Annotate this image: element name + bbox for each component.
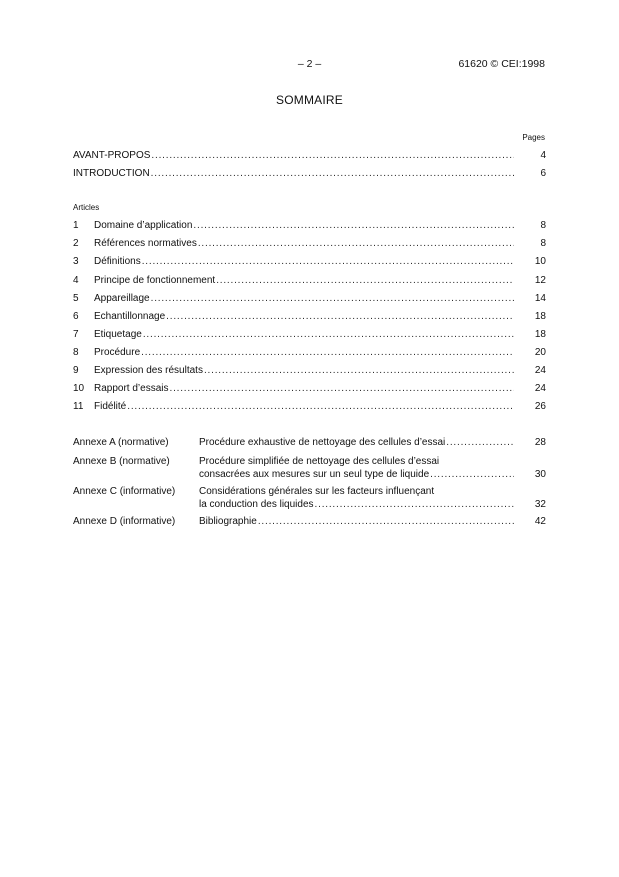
toc-article-number: 5 (73, 293, 79, 304)
toc-annex-title-line2: la conduction des liquides (199, 499, 314, 510)
toc-article-number: 10 (73, 383, 85, 394)
toc-article-page: 14 (534, 293, 546, 304)
toc-annex-title: Bibliographie (199, 516, 257, 527)
toc-article-number: 6 (73, 311, 79, 322)
toc-annex-page: 32 (534, 499, 546, 510)
toc-article-label: Définitions (94, 256, 141, 267)
toc-entry-introduction[interactable] (73, 168, 546, 182)
page-number: – 2 – (297, 58, 322, 70)
toc-article-label: Fidélité (94, 401, 127, 412)
toc-article-page: 24 (534, 365, 546, 376)
toc-article-7[interactable] (73, 329, 546, 343)
toc-annex-c-continuation[interactable] (73, 499, 546, 513)
toc-annex-title: Procédure simplifiée de nettoyage des cellules d’essai (199, 456, 440, 467)
leader-dots (151, 150, 514, 161)
toc-article-10[interactable] (73, 383, 546, 397)
toc-article-number: 3 (73, 256, 79, 267)
toc-entry-label: AVANT-PROPOS (73, 150, 151, 161)
leader-dots (166, 311, 514, 322)
toc-entry-avant-propos[interactable] (73, 150, 546, 164)
toc-entry-label: INTRODUCTION (73, 168, 150, 179)
leader-dots (127, 401, 514, 412)
toc-article-number: 7 (73, 329, 79, 340)
toc-article-page: 18 (534, 329, 546, 340)
toc-article-3[interactable] (73, 256, 546, 270)
leader-dots (169, 383, 514, 394)
toc-article-9[interactable] (73, 365, 546, 379)
leader-dots (142, 256, 514, 267)
toc-article-label: Rapport d’essais (94, 383, 169, 394)
toc-article-page: 24 (534, 383, 546, 394)
toc-annex-title: Procédure exhaustive de nettoyage des cellules d’essai (199, 437, 446, 448)
toc-article-page: 8 (540, 238, 546, 249)
toc-annex-name: Annexe B (normative) (73, 456, 170, 467)
toc-article-page: 10 (534, 256, 546, 267)
toc-article-5[interactable] (73, 293, 546, 307)
toc-article-number: 2 (73, 238, 79, 249)
toc-article-11[interactable] (73, 401, 546, 415)
toc-annex-b[interactable] (73, 456, 546, 470)
toc-article-number: 11 (73, 401, 84, 412)
toc-entry-page: 4 (540, 150, 546, 161)
toc-article-page: 26 (534, 401, 546, 412)
pages-column-label: Pages (522, 133, 545, 142)
leader-dots (446, 437, 514, 448)
toc-entry-page: 6 (540, 168, 546, 179)
toc-article-8[interactable] (73, 347, 546, 361)
toc-article-2[interactable] (73, 238, 546, 252)
toc-annex-title-line2: consacrées aux mesures sur un seul type de liquide (199, 469, 430, 480)
toc-annex-d[interactable] (73, 516, 546, 530)
leader-dots (315, 499, 514, 510)
toc-article-number: 1 (73, 220, 79, 231)
toc-article-4[interactable] (73, 275, 546, 289)
toc-article-label: Références normatives (94, 238, 197, 249)
toc-article-label: Principe de fonctionnement (94, 275, 216, 286)
toc-article-6[interactable] (73, 311, 546, 325)
toc-article-number: 4 (73, 275, 79, 286)
toc-article-label: Etiquetage (94, 329, 142, 340)
toc-annex-page: 42 (534, 516, 546, 527)
leader-dots (193, 220, 514, 231)
toc-article-label: Procédure (94, 347, 141, 358)
toc-annex-b-continuation[interactable] (73, 469, 546, 483)
toc-article-page: 12 (534, 275, 546, 286)
toc-article-number: 9 (73, 365, 79, 376)
toc-article-label: Echantillonnage (94, 311, 166, 322)
leader-dots (216, 275, 514, 286)
toc-annex-page: 30 (534, 469, 546, 480)
toc-annex-name: Annexe D (informative) (73, 516, 176, 527)
leader-dots (198, 238, 514, 249)
articles-label: Articles (73, 203, 100, 212)
toc-article-1[interactable] (73, 220, 546, 234)
toc-article-label: Appareillage (94, 293, 150, 304)
leader-dots (143, 329, 514, 340)
toc-annex-name: Annexe A (normative) (73, 437, 169, 448)
toc-article-page: 20 (534, 347, 546, 358)
toc-article-label: Domaine d’application (94, 220, 193, 231)
standard-reference: 61620 © CEI:1998 (458, 58, 545, 70)
leader-dots (430, 469, 514, 480)
leader-dots (258, 516, 514, 527)
leader-dots (151, 293, 514, 304)
leader-dots (141, 347, 514, 358)
toc-annex-title: Considérations générales sur les facteurs influençant (199, 486, 435, 497)
toc-article-number: 8 (73, 347, 79, 358)
toc-article-page: 18 (534, 311, 546, 322)
toc-annex-c[interactable] (73, 486, 546, 500)
toc-annex-a[interactable] (73, 437, 546, 451)
leader-dots (204, 365, 514, 376)
page-title: SOMMAIRE (276, 93, 343, 107)
toc-article-label: Expression des résultats (94, 365, 203, 376)
leader-dots (151, 168, 514, 179)
toc-article-page: 8 (540, 220, 546, 231)
toc-annex-page: 28 (534, 437, 546, 448)
toc-annex-name: Annexe C (informative) (73, 486, 176, 497)
